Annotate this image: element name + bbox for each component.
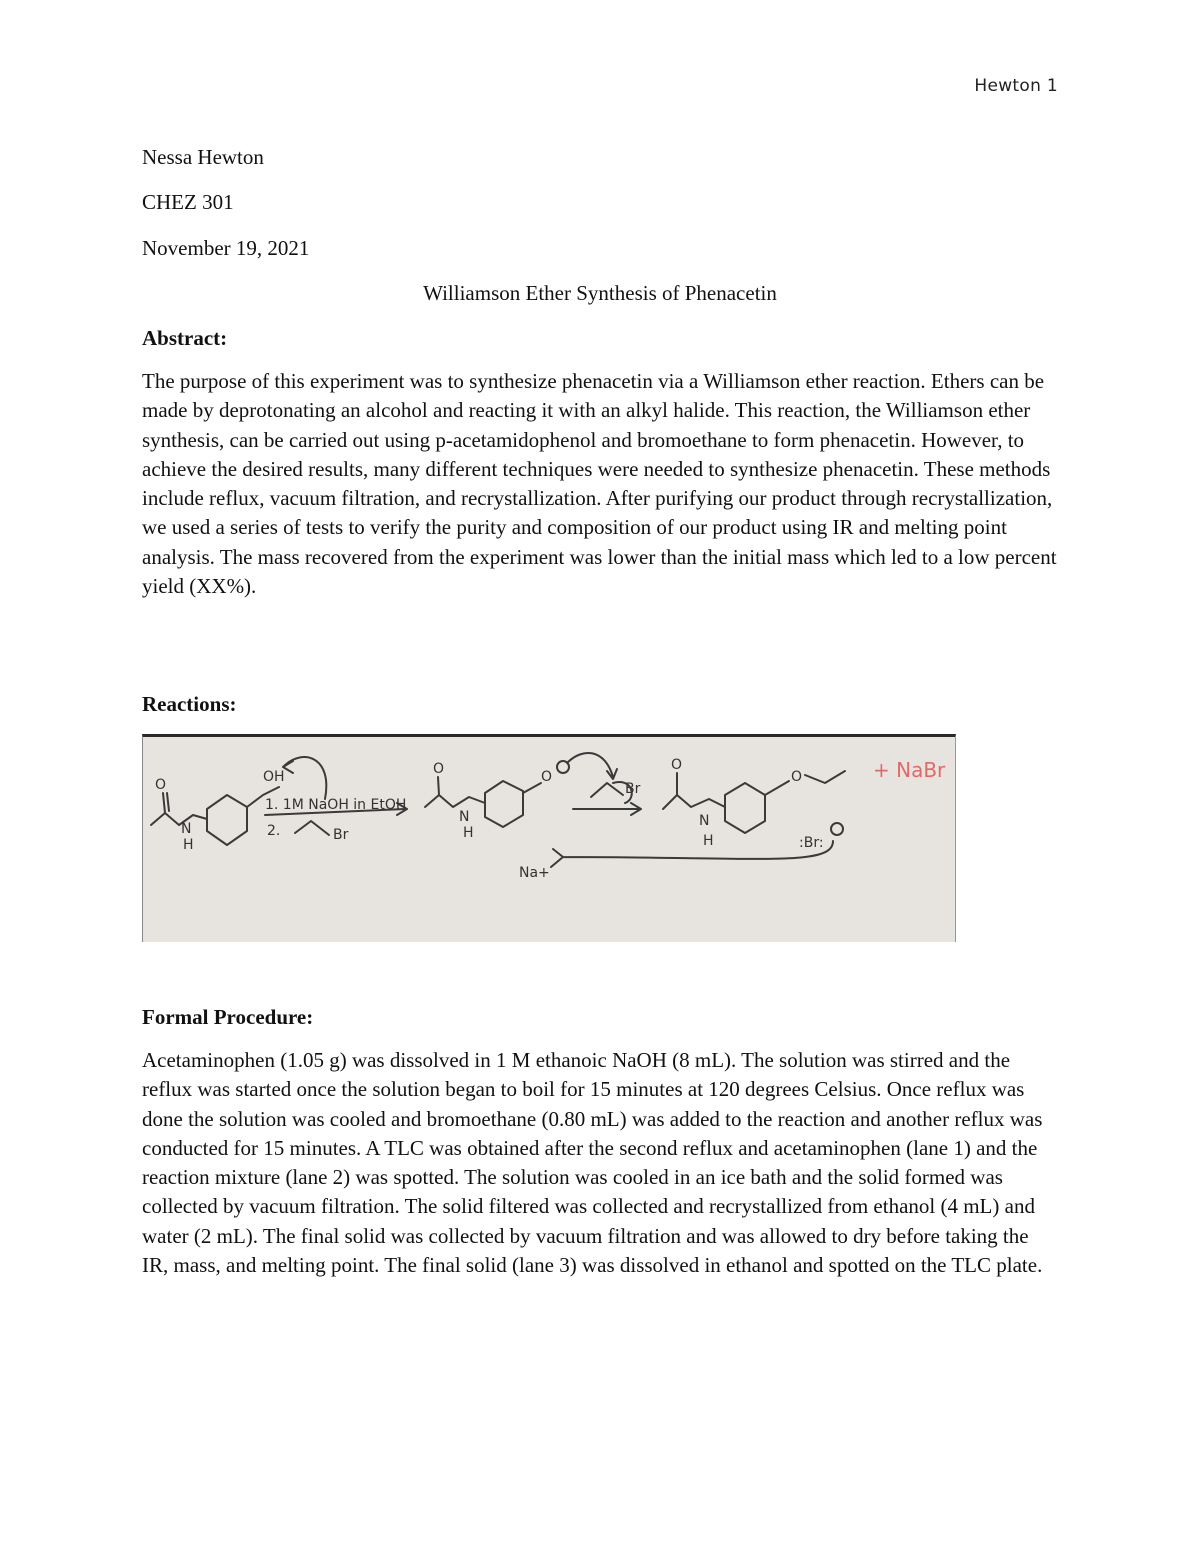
document-date: November 19, 2021	[142, 236, 310, 260]
sodium-ion-label: Na+	[519, 865, 550, 881]
author-name: Nessa Hewton	[142, 145, 264, 169]
reaction-scheme-image	[142, 734, 956, 942]
carbonyl-oxygen-label: O	[155, 777, 167, 793]
procedure-heading: Formal Procedure:	[142, 1005, 314, 1029]
abstract-heading: Abstract:	[142, 326, 228, 350]
intermediate-n-label: N	[459, 809, 470, 825]
attack-br-label: Br	[625, 781, 641, 797]
procedure-paragraph: Acetaminophen (1.05 g) was dissolved in 1 M ethanoic NaOH (8 mL). The solution was stirred and the reflux was started once the solution began to boil for 15 minutes at 120 degrees Celsius. Once reflux was done the solution was cooled and bromoethane (0.80 mL) was added to the reaction and another reflux was conducted for 15 minutes. A TLC was obtained after the second reflux and acetaminophen (lane 1) and the reaction mixture (lane 2) was spotted. The solution was cooled in an ice bath and the solid formed was collected by vacuum filtration. The solid filtered was collected and recrystallized from ethanol (4 mL) and water (2 mL). The final solid was collected by vacuum filtration and was allowed to dry before taking the IR, mass, and melting point. The final solid (lane 3) was dissolved in ethanol and spotted on the TLC plate.	[142, 1048, 1043, 1278]
sodium-return-arrow	[551, 841, 833, 867]
intermediate-h-label: H	[463, 825, 474, 841]
phenacetin-product	[663, 757, 845, 851]
reactions-heading: Reactions:	[142, 692, 237, 716]
phenoxide-intermediate	[425, 761, 569, 881]
bromoethane-label: Br	[333, 827, 349, 843]
product-n-label: N	[699, 813, 710, 829]
bromide-ion-label: :Br:	[799, 835, 824, 851]
byproduct-label: + NaBr	[873, 758, 946, 782]
running-head: Hewton 1	[974, 76, 1058, 96]
amide-n-label: N	[181, 821, 192, 837]
intermediate-oxygen-label: O	[433, 761, 445, 777]
document-title: Williamson Ether Synthesis of Phenacetin	[423, 281, 777, 305]
hydroxyl-label: OH	[263, 769, 285, 785]
phenoxide-oxygen-label: O	[541, 769, 553, 785]
course-code: CHEZ 301	[142, 190, 234, 214]
abstract-paragraph: The purpose of this experiment was to synthesize phenacetin via a Williamson ether reaction. Ethers can be made by deprotonating an alcohol and reacting it with an alkyl halide. This reaction, the Williamson ether synthesis, can be carried out using p-acetamidophenol and bromoethane to form phenacetin. However, to achieve the desired results, many different techniques were needed to synthesize phenacetin. These methods include reflux, vacuum filtration, and recrystallization. After purifying our product through recrystallization, we used a series of tests to verify the purity and composition of our product using IR and melting point analysis. The mass recovered from the experiment was lower than the initial mass which led to a low percent yield (XX%).	[142, 369, 1057, 599]
ether-oxygen-label: O	[791, 769, 803, 785]
product-oxygen-label: O	[671, 757, 683, 773]
reaction-arrow-1	[265, 797, 407, 843]
ethyl-bromide-attack	[567, 753, 641, 815]
amide-h-label: H	[183, 837, 194, 853]
reagent-step-2: 2.	[267, 823, 281, 839]
deprotonation-arrow	[283, 757, 326, 799]
reagent-step-1: 1. 1M NaOH in EtOH	[265, 797, 407, 813]
reaction-scheme-drawing	[143, 737, 955, 942]
product-h-label: H	[703, 833, 714, 849]
